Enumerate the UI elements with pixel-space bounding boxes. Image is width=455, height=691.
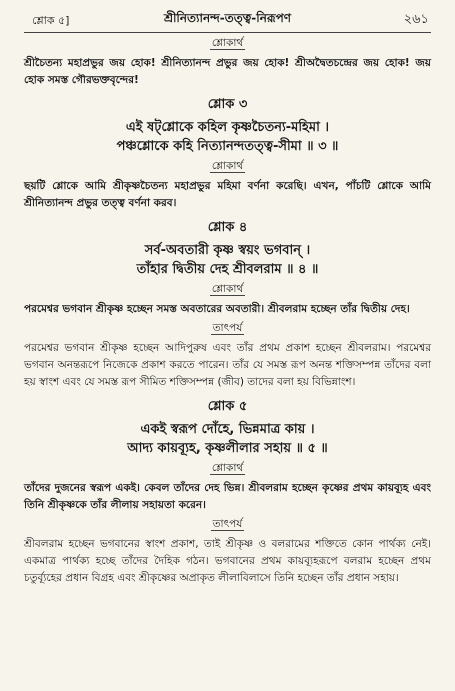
translation-paragraph: তাঁদের দুজনের স্বরূপ একই। কেবল তাঁদের দেহ ভিন্ন। শ্রীবলরাম হচ্ছেন কৃষ্ণের প্রথম কায়ব্যূহ এবং তিনি শ্রীকৃষ্ণকে তাঁর লীলায় সহায়তা করেন। [24,482,431,511]
section-heading [24,517,431,534]
shloka-number: শ্লোক ৪ [207,220,248,235]
verse [24,420,431,458]
section-heading [24,282,431,299]
purport-paragraph: শ্রীবলরাম হচ্ছেন ভগবানের স্বাংশ প্রকাশ, তাই শ্রীকৃষ্ণ ও বলরামের শক্তিতে কোন পার্থক্য নেই। একমাত্র পার্থক্য হচ্ছে তাঁদের দৈহিক গঠন। ভগবানের প্রথম কায়ব্যূহরূপে বলরাম হচ্ছেন প্রথম চতুর্ব্যূহের প্রধান বিগ্রহ এবং শ্রীকৃষ্ণের অপ্রাকৃত লীলাবিলাসে তিনি হচ্ছেন তাঁর প্রধান সহায়। [24,538,431,584]
translation-paragraph: শ্রীচৈতন্য মহাপ্রভুর জয় হোক! শ্রীনিত্যানন্দ প্রভুর জয় হোক! শ্রীঅদ্বৈতচন্দ্রের জয় হোক! জয় হোক সমস্ত গৌরভক্তবৃন্দের! [24,57,431,86]
section-heading-text: তাৎপর্য [212,518,243,530]
verse-line: একই স্বরূপ দোঁহে, ভিন্নমাত্র কায় । [140,422,315,437]
shloka-number: শ্লোক ৫ [207,399,248,414]
verse-line: এই ষট্‌শ্লোকে কহিল কৃষ্ণচৈতন্য-মহিমা । [125,120,330,135]
header-verse-ref: শ্লোক ৫] [32,14,70,27]
section-heading [24,461,431,478]
section-heading-text: শ্লোকার্থ [211,283,244,295]
translation-paragraph: পরমেশ্বর ভগবান শ্রীকৃষ্ণ হচ্ছেন সমস্ত অবতারের অবতারী। শ্রীবলরাম হচ্ছেন তাঁর দ্বিতীয় দেহ। [24,303,410,315]
section-heading-text: শ্লোকার্থ [211,160,244,172]
page-number: ২৬১ [403,12,429,27]
verse [24,118,431,156]
shloka-number: শ্লোক ৩ [207,97,248,112]
section-heading [24,159,431,176]
purport-paragraph: পরমেশ্বর ভগবান শ্রীকৃষ্ণ হচ্ছেন আদিপুরুষ এবং তাঁর প্রথম প্রকাশ হচ্ছেন শ্রীবলরাম। পরমেশ্বর ভগবান অনন্তরূপে নিজেকে প্রকাশ করতে পারেন। তাঁর যে সমস্ত রূপ অনন্ত শক্তিসম্পন্ন তাঁদের বলা হয় স্বাংশ এবং যে সমস্ত রূপ সীমিত শক্তিসম্পন্ন (জীব) তাদের বলা হয় বিভিন্নাংশ। [24,342,431,388]
verse-line: আদ্য কায়ব্যূহ, কৃষ্ণলীলার সহায় ॥ ৫ ॥ [127,441,328,456]
section-heading [24,321,431,338]
verse [24,241,431,279]
header-chapter-title: শ্রীনিত্যানন্দ-তত্ত্ব-নিরূপণ [163,11,292,25]
page-body [24,36,431,587]
running-header [24,6,431,33]
verse-line: তাঁহার দ্বিতীয় দেহ শ্রীবলরাম ॥ ৪ ॥ [136,262,319,277]
section-heading [24,36,431,53]
section-heading-text: শ্লোকার্থ [211,37,244,49]
section-heading-text: তাৎপর্য [212,322,243,334]
section-heading-text: শ্লোকার্থ [211,462,244,474]
verse-line: সর্ব-অবতারী কৃষ্ণ স্বয়ং ভগবান্ । [144,243,311,258]
translation-paragraph: ছয়টি শ্লোকে আমি শ্রীকৃষ্ণচৈতন্য মহাপ্রভুর মহিমা বর্ণনা করেছি। এখন, পাঁচটি শ্লোকে আমি শ্রীনিত্যানন্দ প্রভুর তত্ত্ব বর্ণনা করব। [24,180,431,209]
verse-line: পঞ্চশ্লোকে কহি নিত্যানন্দতত্ত্ব-সীমা ॥ ৩ ॥ [116,139,339,154]
